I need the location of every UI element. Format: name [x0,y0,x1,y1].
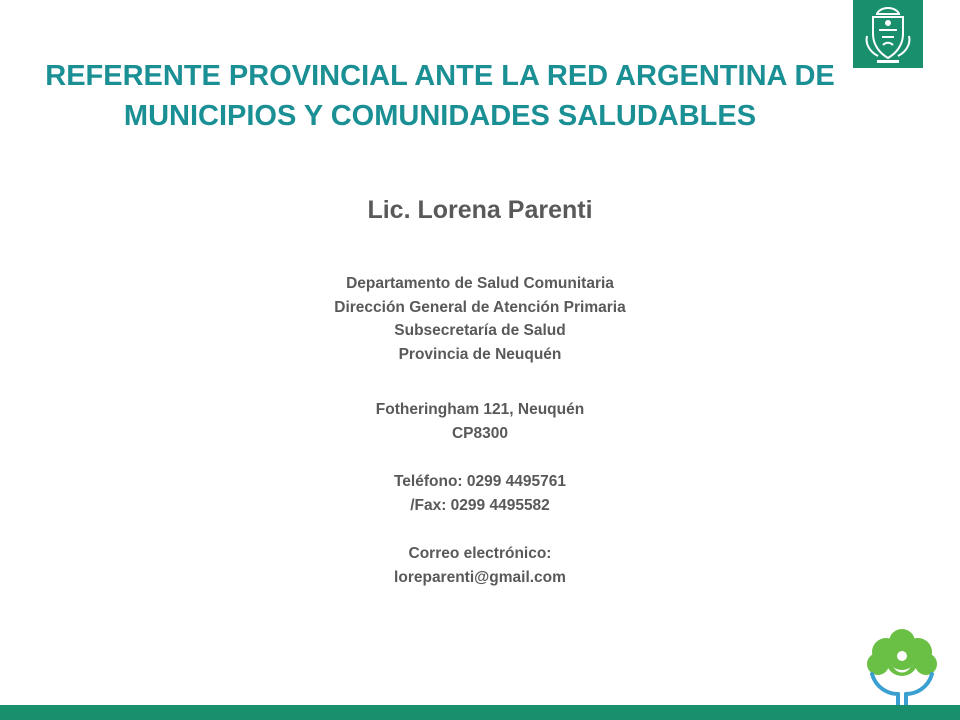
healthy-municipalities-tree-icon [864,628,940,708]
page-title [0,56,880,136]
title-line-2: MUNICIPIOS Y COMUNIDADES SALUDABLES [123,100,757,132]
subsecretariat-text: Subsecretaría de Salud [394,322,566,339]
phone-text: Teléfono: 0299 4495761 [393,473,567,490]
email-label: Correo electrónico: [408,545,552,562]
title-line-1: REFERENTE PROVINCIAL ANTE LA RED ARGENTINA DE [45,60,835,92]
email-block [0,542,960,589]
email-link[interactable]: loreparenti@gmail.com [394,568,566,586]
department-text: Departamento de Salud Comunitaria [346,275,614,292]
postal-code-text: CP8300 [451,424,508,442]
province-text: Provincia de Neuquén [398,345,562,363]
bottom-accent-bar [0,705,960,720]
address-block [0,398,960,445]
address-text: Fotheringham 121, Neuquén [375,401,585,418]
fax-text: /Fax: 0299 4495582 [410,496,550,514]
institution-block [0,272,960,366]
phone-block [0,470,960,517]
contact-name: Lic. Lorena Parenti [367,196,593,224]
direction-text: Dirección General de Atención Primaria [334,298,626,316]
